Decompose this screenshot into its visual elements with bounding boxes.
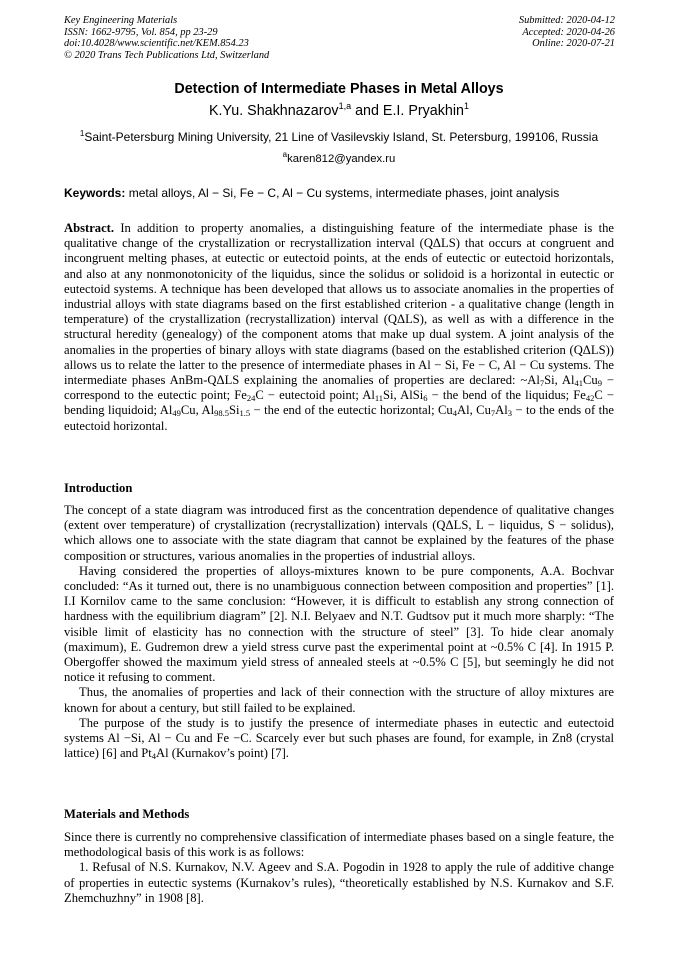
- abstract-text: Si: [228, 403, 240, 418]
- paragraph: Thus, the anomalies of properties and lack of their connection with the structure of alloy mixtures are known for about a century, but still failed to be explained.: [64, 685, 614, 715]
- affiliation: [0, 130, 678, 144]
- online-date: Online: 2020-07-21: [532, 38, 615, 50]
- keywords-text: metal alloys, Al − Si, Fe − C, Al − Cu systems, intermediate phases, joint analysis: [125, 186, 560, 200]
- abstract-text: − to the ends of the eutectoid horizontal.: [64, 403, 614, 433]
- subscript: 7: [490, 408, 496, 419]
- paper-title: Detection of Intermediate Phases in Metal Alloys: [174, 81, 504, 97]
- abstract-text: Si, Al: [544, 373, 575, 388]
- accepted-date: Accepted: 2020-04-26: [522, 26, 615, 38]
- subscript: 9: [597, 378, 602, 389]
- email-sup: a: [282, 150, 288, 159]
- abstract-text: − the end of the eutectic horizontal; Cu: [250, 403, 453, 418]
- abstract-text: Al: [495, 403, 508, 418]
- affiliation-text: Saint-Petersburg Mining University, 21 Line of Vasilevskiy Island, St. Petersburg, 199106, Russia: [84, 130, 599, 144]
- abstract-text: − the bend of the liquidus; Fe: [427, 388, 586, 403]
- contact-email: [0, 150, 678, 165]
- materials-methods-body: [64, 830, 614, 906]
- journal-header-left: [64, 15, 269, 61]
- subscript: 3: [507, 408, 512, 419]
- subscript: 24: [246, 393, 256, 404]
- email-text: karen812@yandex.ru: [287, 153, 396, 165]
- author-affil-sup: 1: [463, 101, 469, 111]
- abstract-text: In addition to property anomalies, a distinguishing feature of the intermediate phase is the qualitative change of the crystallization or recrystallization interval (QΔLS) that occurs at congruent and incongruent melting phases, at eutectic or eutectoid points, at the ends of eutectic or eutectoid horizontals, and also at any nonmonotonicity of the liquidus, since the solidus or solidoid is a horizontal in eutectic or eutectoid systems. A technique has been developed that allows us to associate anomalies in the properties of industrial alloys with state diagrams based on the first established criterion - a qualitative change (length in temperature) of the crystallization (recrystallization) interval (QΔLS), as well as with a difference in the structural heredity (genealogy) of the component atoms that make up dual system. A joint analysis of the anomalies in the properties of binary alloys with state diagrams (based on the established criterion (QΔLS)) allows us to relate the latter to the presence of intermediate phases in Al − Si, Fe − C, Al − Cu systems. The intermediate phases AnBm-QΔLS explaining the anomalies of properties are declared: ~Al: [64, 221, 614, 388]
- paragraph: [64, 716, 614, 762]
- section-heading-introduction: Introduction: [64, 481, 133, 495]
- introduction-body: [64, 503, 614, 761]
- abstract-text: Cu: [583, 373, 598, 388]
- abstract-paragraph: [64, 221, 614, 434]
- author-conjunction: and: [351, 103, 383, 119]
- subscript: 41: [574, 378, 584, 389]
- abstract: [64, 221, 614, 434]
- subscript: 1.5: [239, 408, 251, 419]
- paragraph: The concept of a state diagram was introduced first as the concentration dependence of qualitative changes (extent over temperature) of crystallization (recrystallization) intervals (QΔLS, L − liquidus, S − solidus), which allows one to associate with the state diagram that cannot be explained by the features of the phase composition or structures, various anomalies in the properties of industrial alloys.: [64, 503, 614, 563]
- journal-name: Key Engineering Materials: [64, 15, 178, 26]
- abstract-text: − correspond to the eutectic point; Fe: [64, 373, 614, 403]
- journal-doi: doi:10.4028/www.scientific.net/KEM.854.23: [64, 38, 249, 50]
- author-name: E.I. Pryakhin: [382, 103, 464, 119]
- affiliation-sup: 1: [79, 129, 85, 138]
- abstract-text: Al, Cu: [456, 403, 491, 418]
- abstract-text: Si, AlSi: [383, 388, 424, 403]
- paragraph: Having considered the properties of alloys-mixtures known to be pure components, A.A. Bochvar concluded: “As it turned out, there is no unambiguous connection between composition and properties” [1]. I.I Kornilov came to the same conclusion: “However, it is difficult to establish any strong connection of hardness with the equilibrium diagram” [2]. N.I. Belyaev and N.T. Gudtsov put it much more sharply: “The visible limit of elasticity has no connection with the structure of steel” [3]. To hide clear anomaly (maximum), E. Gudremon drew a yield stress curve past the experimental point at ~0.5% C [4]. In 1915 P. Obergoffer showed the maximum yield stress of annealed steels at ~0.5% C [5], but seemingly he did not notice it refusing to comment.: [64, 563, 614, 685]
- subscript: 42: [585, 393, 595, 404]
- journal-header-right: [519, 15, 615, 50]
- section-heading-materials-methods: Materials and Methods: [64, 807, 190, 821]
- paragraph-text: Al (Kurnakov’s point) [7].: [156, 746, 289, 761]
- abstract-text: C − bending liquidoid; Al: [64, 388, 615, 418]
- subscript: 4: [151, 751, 157, 762]
- abstract-label: Abstract.: [64, 221, 115, 235]
- author-line: [0, 103, 678, 119]
- journal-issn: ISSN: 1662-9795, Vol. 854, pp 23-29: [64, 26, 218, 38]
- keywords: [64, 186, 624, 200]
- subscript: 4: [452, 408, 457, 419]
- paragraph-text: The purpose of the study is to justify the presence of intermediate phases in eutectic and eutectoid systems Al −Si, Al − Cu and Fe −C. Scarcely ever but such phases are found, for example, in Zn8 (crystal lattice) [6] and Pt: [64, 715, 614, 761]
- subscript: 6: [423, 393, 428, 404]
- journal-copyright: © 2020 Trans Tech Publications Ltd, Switzerland: [64, 49, 270, 61]
- submitted-date: Submitted: 2020-04-12: [518, 15, 615, 26]
- keywords-label: Keywords:: [64, 186, 126, 200]
- author-name: K.Yu. Shakhnazarov: [209, 103, 339, 119]
- abstract-text: Cu, Al: [180, 403, 215, 418]
- subscript: 7: [539, 378, 545, 389]
- subscript: 11: [374, 393, 384, 404]
- paragraph: 1. Refusal of N.S. Kurnakov, N.V. Ageev and S.A. Pogodin in 1928 to apply the rule of additive change of properties in eutectic systems (Kurnakov’s rules), “theoretically established by N.S. Kurnakov and S.F. Zhemchuzhny” in 1908 [8].: [64, 860, 614, 905]
- subscript: 49: [172, 408, 181, 419]
- subscript: 98.5: [214, 408, 229, 419]
- author-affil-sup: 1,a: [338, 101, 352, 111]
- abstract-text: C − eutectoid point; Al: [255, 388, 375, 403]
- paragraph: Since there is currently no comprehensive classification of intermediate phases based on a single feature, the methodological basis of this work is as follows:: [64, 830, 614, 860]
